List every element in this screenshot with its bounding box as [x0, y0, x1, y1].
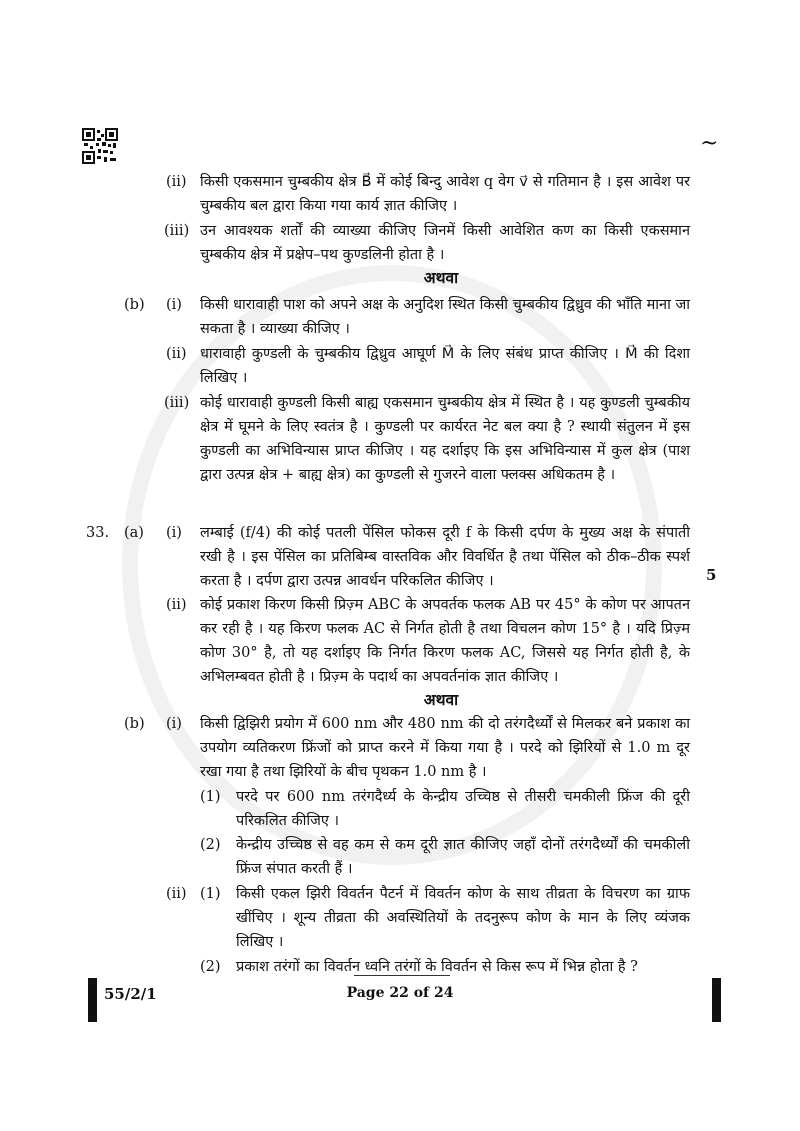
or-heading-2: अथवा: [423, 690, 459, 709]
q33-b-i-2-label: (2): [200, 837, 221, 853]
q32-b-label: (b): [124, 297, 145, 313]
q33-b-ii-1-label: (1): [200, 886, 221, 902]
q32-b-ii-text: धारावाही कुण्डली के चुम्बकीय द्विध्रुव आघूर्ण M⃗ के लिए संबंध प्राप्त कीजिए । M⃗ की दिशा लिखिए ।: [200, 346, 690, 386]
q32-a-ii-text: किसी एकसमान चुम्बकीय क्षेत्र B⃗ में कोई बिन्दु आवेश q वेग v⃗ से गतिमान है । इस आवेश पर चुम्बकीय बल द्वारा किया गया कार्य ज्ञात कीजिए ।: [200, 174, 690, 214]
q33-b-i-label: (i): [166, 716, 182, 732]
paper-code: 55/2/1: [104, 985, 157, 1003]
header-mark: ~: [700, 131, 719, 156]
q33-b-ii-2-label: (2): [200, 959, 221, 975]
page-number: Page 22 of 24: [346, 985, 454, 1001]
q33-a-ii-label: (ii): [166, 597, 187, 613]
q32-a-ii-label: (ii): [166, 174, 187, 190]
q33-a-label: (a): [124, 525, 144, 541]
marks-value: 5: [706, 566, 717, 584]
qr-code-icon: [82, 128, 118, 164]
q33-a-i-text: लम्बाई (f/4) की कोई पतली पेंसिल फोकस दूरी f के किसी दर्पण के मुख्य अक्ष के संपाती रखी है । इस पेंसिल का प्रतिबिम्ब वास्तविक और विवर्धित है तथा पेंसिल को ठीक–ठीक स्पर्श करता है । दर्पण द्वारा उत्पन्न आवर्धन परिकलित कीजिए ।: [200, 525, 690, 589]
q33-b-ii-label: (ii): [166, 886, 187, 902]
footer-divider: [354, 975, 450, 976]
footer-bar-left: [88, 978, 97, 1022]
q33-b-i-1-label: (1): [200, 789, 221, 805]
q33-number: 33.: [86, 525, 110, 541]
q33-b-ii-1-text: किसी एकल झिरी विवर्तन पैटर्न में विवर्तन कोण के साथ तीव्रता के विचरण का ग्राफ खींचिए । शून्य तीव्रता की अवस्थितियों के तदनुरूप कोण के मान के लिए व्यंजक लिखिए ।: [236, 886, 690, 950]
footer-bar-right: [712, 978, 721, 1022]
q33-a-ii-text: कोई प्रकाश किरण किसी प्रिज़्म ABC के अपवर्तक फलक AB पर 45° के कोण पर आपतन कर रही है । यह किरण फलक AC से निर्गत होती है तथा विचलन कोण 15° है । यदि प्रिज़्म कोण 30° है, तो यह दर्शाइए कि निर्गत किरण फलक AC, जिससे यह निर्गत होती है, के अभिलम्बवत होती है । प्रिज़्म के पदार्थ का अपवर्तनांक ज्ञात कीजिए ।: [200, 597, 690, 685]
or-heading-1: अथवा: [423, 268, 459, 287]
q33-a-i-label: (i): [166, 525, 182, 541]
q32-b-iii-label: (iii): [164, 395, 190, 411]
q33-b-label: (b): [124, 716, 145, 732]
q32-b-iii-text: कोई धारावाही कुण्डली किसी बाह्य एकसमान चुम्बकीय क्षेत्र में स्थित है । यह कुण्डली चुम्बकीय क्षेत्र में घूमने के लिए स्वतंत्र है । कुण्डली पर कार्यरत नेट बल क्या है ? स्थायी संतुलन में इस कुण्डली का अभिविन्यास प्राप्त कीजिए । यह दर्शाइए कि इस अभिविन्यास में कुल क्षेत्र (पाश द्वारा उत्पन्न क्षेत्र + बाह्य क्षेत्र) का कुण्डली से गुजरने वाला फ्लक्स अधिकतम है ।: [200, 395, 690, 483]
q33-b-i-2-text: केन्द्रीय उच्चिष्ठ से वह कम से कम दूरी ज्ञात कीजिए जहाँ दोनों तरंगदैर्ध्यों की चमकीली फ्रिंज संपात करती हैं ।: [236, 837, 690, 877]
q32-b-ii-label: (ii): [166, 346, 187, 362]
q33-b-i-1-text: परदे पर 600 nm तरंगदैर्ध्य के केन्द्रीय उच्चिष्ठ से तीसरी चमकीली फ्रिंज की दूरी परिकलित कीजिए ।: [236, 789, 690, 829]
q33-b-ii-2-text: प्रकाश तरंगों का विवर्तन ध्वनि तरंगों के विवर्तन से किस रूप में भिन्न होता है ?: [236, 959, 638, 975]
q32-b-i-text: किसी धारावाही पाश को अपने अक्ष के अनुदिश स्थित किसी चुम्बकीय द्विध्रुव की भाँति माना जा सकता है । व्याख्या कीजिए ।: [200, 297, 690, 337]
q33-b-i-text: किसी द्विझिरी प्रयोग में 600 nm और 480 nm की दो तरंगदैर्ध्यों से मिलकर बने प्रकाश का उपयोग व्यतिकरण फ्रिंजों को प्राप्त करने में किया गया है । परदे को झिरियों से 1.0 m दूर रखा गया है तथा झिरियों के बीच पृथकन 1.0 nm है ।: [200, 716, 690, 780]
q32-a-iii-text: उन आवश्यक शर्तों की व्याख्या कीजिए जिनमें किसी आवेशित कण का किसी एकसमान चुम्बकीय क्षेत्र में प्रक्षेप–पथ कुण्डलिनी होता है ।: [200, 223, 690, 263]
q32-a-iii-label: (iii): [164, 223, 190, 239]
q32-b-i-label: (i): [166, 297, 182, 313]
